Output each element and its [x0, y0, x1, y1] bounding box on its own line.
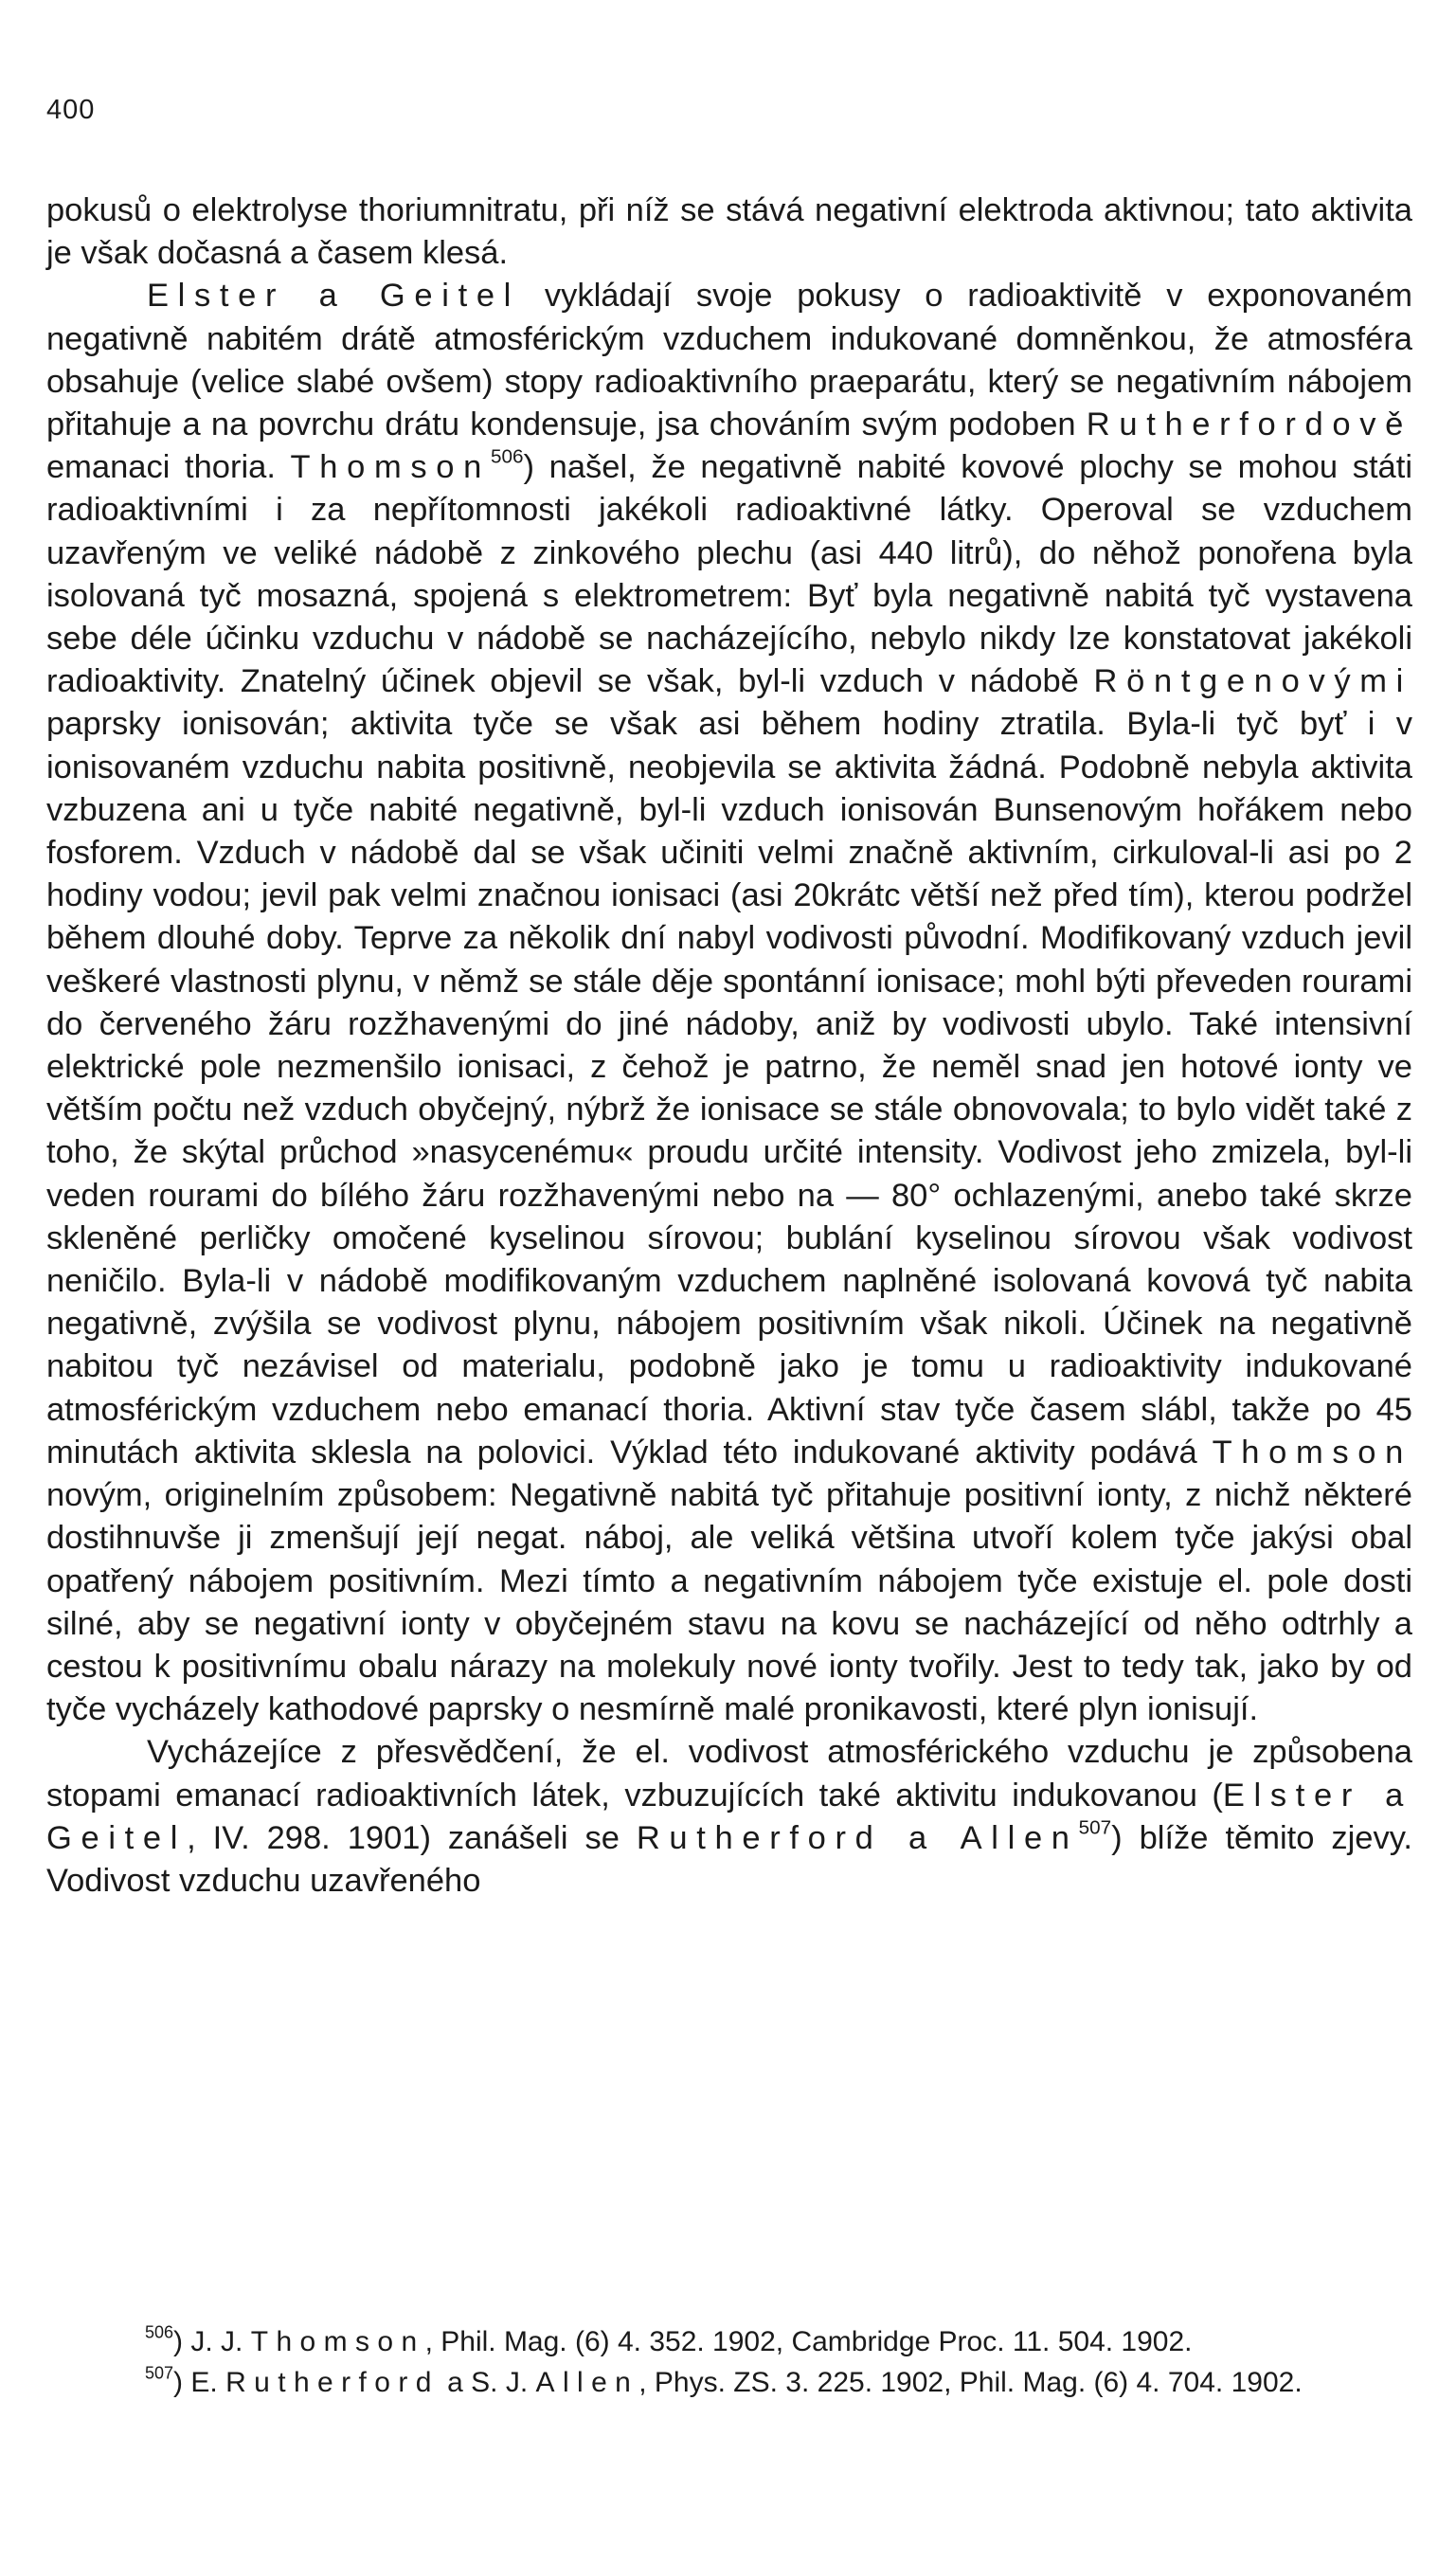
paragraph-1: [46, 190, 1412, 275]
paragraph-text: vykládají svoje pokusy o radioaktivitě v exponovaném negativně nabitém drátě atmosférickým vzduchem indukované domněnkou, že atmosféra obsahuje (velice slabé ovšem) stopy radioaktivního praeparátu, který se negativním nábojem přitahuje a na povrchu drátu kondensuje, jsa chováním svým podoben: [46, 278, 1412, 443]
paragraph-text: , IV. 298. 1901) zanášeli se: [187, 1819, 637, 1856]
body-text: [46, 190, 1412, 1903]
paragraph-text: Vycházejíce z přesvědčení, že el. vodivost atmosférického vzduchu je způsobena stopami emanací radioaktivních látek, vzbuzujících také aktivitu indukovanou (: [46, 1734, 1412, 1814]
footnote-ref-507: 507: [1078, 1816, 1112, 1839]
paragraph-text: paprsky ionisován; aktivita tyče se však asi během hodiny ztratila. Byla-li tyč byť i v ionisovaném vzduchu nabita positivně, neobjevila se aktivita žádná. Podobně nebyla aktivita vzbuzena ani u tyče nabité negativně, byl-li vzduch ionisován Bunsenovým hořákem nebo fosforem. Vzduch v nádobě dal se však učiniti velmi značně aktivním, cirkuloval-li asi po 2 hodiny vodou; jevil pak velmi značnou ionisaci (asi 20krátc větší než před tím), kterou podržel během dlouhé doby. Teprve za několik dní nabyl vodivosti původní. Modifikovaný vzduch jevil veškeré vlastnosti plynu, v němž se stále děje spontánní ionisace; mohl býti převeden rourami do červeného žáru rozžhavenými do jiné nádoby, aniž by vodivosti ubylo. Také intensivní elektrické pole nezmenšilo ionisaci, z čehož je patrno, že neměl snad jen hotové ionty ve větším počtu než vzduch obyčejný, nýbrž že ionisace se stále obnovovala; to bylo vidět také z toho, že skýtal průchod »nasycenému« proudu určité intensity. Vodivost jeho zmizela, byl-li veden rourami do bílého žáru rozžhavenými nebo na — 80° ochlazenými, anebo také skrze skleněné perličky omočené kyselinou sírovou; bublání kyselinou sírovou však vodivost neničilo. Byla-li v nádobě modifikovaným vzduchem naplněné isolovaná kovová tyč nabita negativně, zvýšila se vodivost plynu, nábojem positivním však nikoli. Účinek na negativně nabitou tyč nezávisel od materialu, podobně jako je tomu u radioaktivity indukované atmosférickým vzduchem nebo emanací thoria. Aktivní stav tyče časem slábl, takže po 45 minutách aktivita sklesla na polovici. Výklad této indukované aktivity podává: [46, 706, 1412, 1471]
paragraph-text: ) našel, že negativně nabité kovové plochy se mohou státi radioaktivními i za nepřítomnosti jakékoli radioaktivné látky. Operoval se vzduchem uzavřeným ve veliké nádobě z zinkového plechu (asi 440 litrů), do něhož ponořena byla isolovaná tyč mosazná, spojená s elektrometrem: Byť byla negativně nabitá tyč vystavena sebe déle účinku vzduchu v nádobě se nacházejícího, nebylo nikdy lze konstatovat jakékoli radioaktivity. Znatelný účinek objevil se však, byl-li vzduch v nádobě: [46, 449, 1412, 700]
paragraph-text: ) blíže těmito zjevy. Vodivost vzduchu uzavřeného: [46, 1819, 1412, 1899]
page-number: 400: [46, 95, 96, 125]
author-name: Thomson: [250, 2326, 425, 2357]
footnote-mark: 507: [145, 2363, 174, 2383]
author-names: Elster a Geitel: [147, 278, 521, 315]
footnote-ref-506: 506: [490, 445, 524, 468]
footnote-mark: 506: [145, 2322, 174, 2342]
paragraph-3: [46, 1731, 1412, 1903]
footnote-text: ) J. J.: [173, 2326, 251, 2357]
author-name: Rutherford: [225, 2367, 440, 2398]
footnote-text: , Phys. ZS. 3. 225. 1902, Phil. Mag. (6) 4. 704. 1902.: [638, 2367, 1303, 2398]
author-name: Thomson: [1212, 1434, 1412, 1471]
footnote-507: [46, 2362, 1412, 2403]
author-names: Elster a Geitel: [46, 1777, 1412, 1856]
footnotes: [46, 2321, 1412, 2403]
paragraph-text: pokusů o elektrolyse thoriumnitratu, při níž se stává negativní elektroda aktivnou; tato aktivita je však dočasná a časem klesá.: [46, 192, 1412, 272]
paragraph-text: emanaci thoria.: [46, 449, 291, 486]
author-name: Allen: [535, 2367, 639, 2398]
author-name: Röntgenovými: [1093, 663, 1412, 700]
author-name: Thomson: [290, 449, 491, 486]
paragraph-2: [46, 275, 1412, 1731]
author-name: Rutherfordově: [1086, 406, 1412, 443]
author-names: Rutherford a Allen: [636, 1819, 1079, 1856]
paragraph-text: novým, originelním způsobem: Negativně nabitá tyč přitahuje positivní ionty, z nichž některé dostihnuvše ji zmenšují její negat. náboj, ale veliká většina utvoří kolem tyče jakýsi obal opatřený nábojem positivním. Mezi tímto a negativním nábojem tyče existuje el. pole dosti silné, aby se negativní ionty v obyčejném stavu na kovu se nacházející od něho odtrhly a cestou k positivnímu obalu nárazy na molekuly nové ionty tvořily. Jest to tedy tak, jako by od tyče vycházely kathodové paprsky o nesmírně malé pronikavosti, které plyn ionisují.: [46, 1477, 1412, 1728]
footnote-506: [46, 2321, 1412, 2362]
footnote-text: , Phil. Mag. (6) 4. 352. 1902, Cambridge Proc. 11. 504. 1902.: [424, 2326, 1193, 2357]
footnote-text: a S. J.: [439, 2367, 536, 2398]
footnote-text: ) E.: [173, 2367, 226, 2398]
